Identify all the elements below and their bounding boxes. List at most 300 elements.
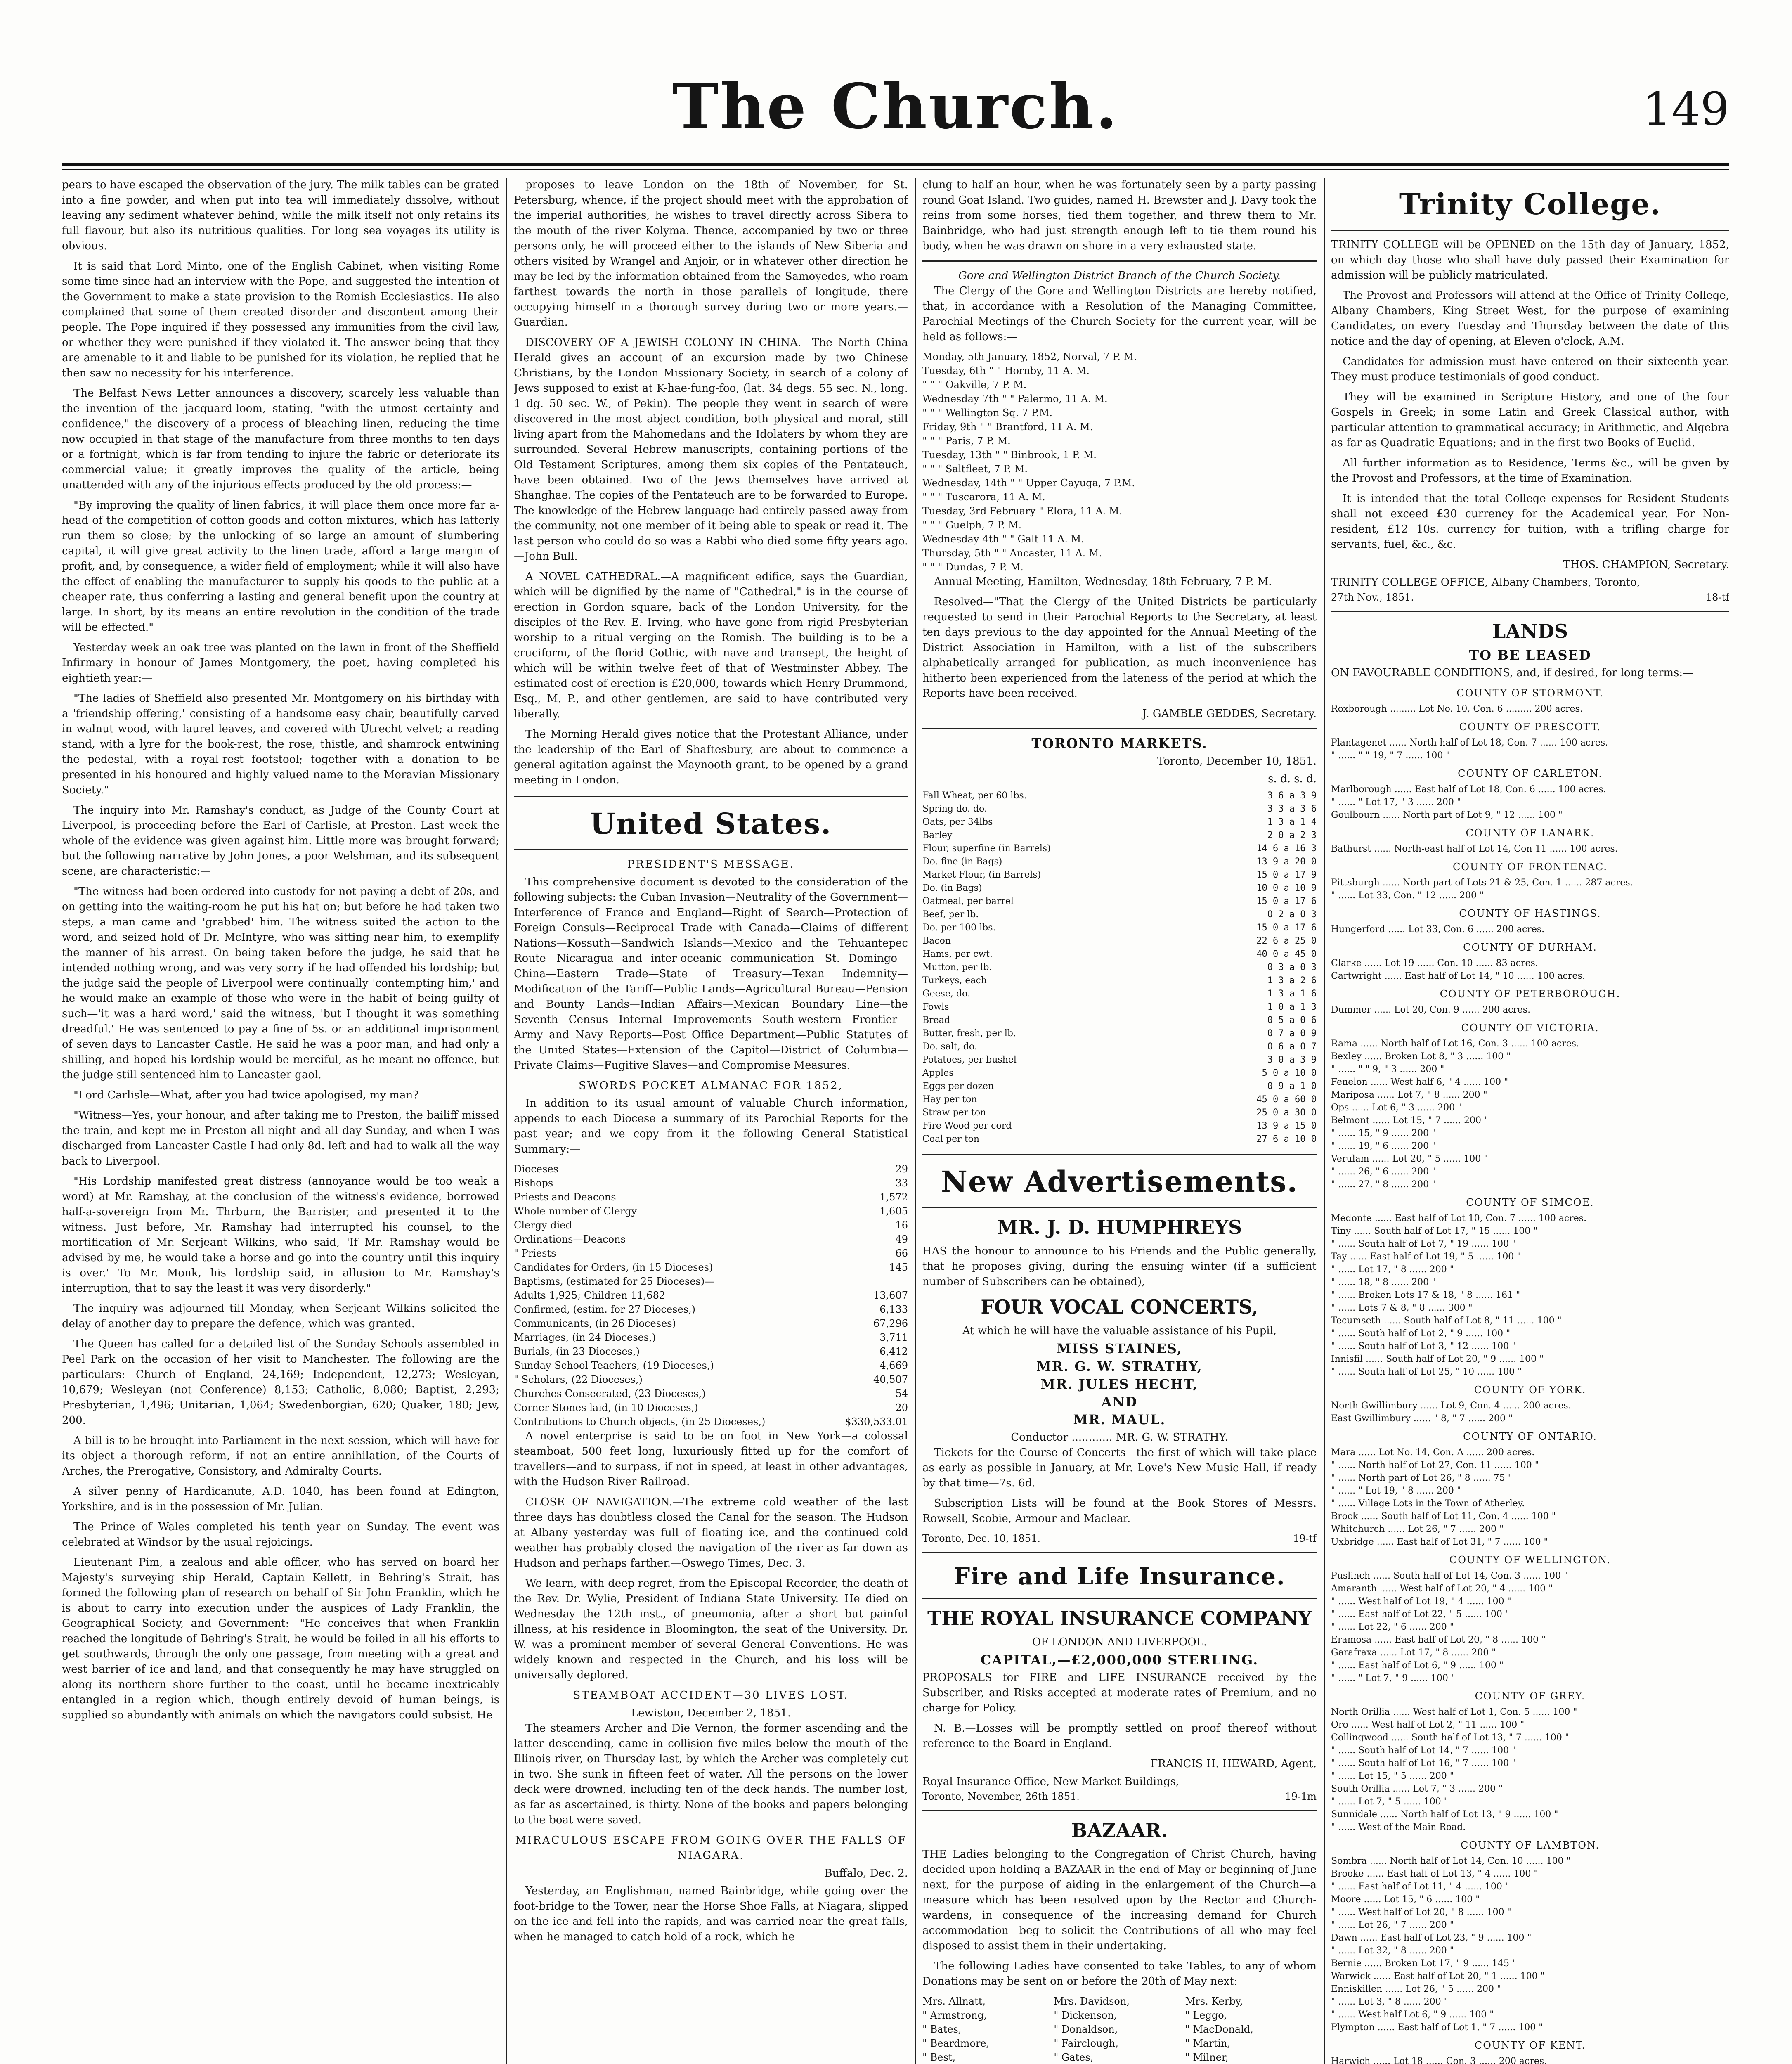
market-row xyxy=(922,1093,1317,1106)
lot-entry: " ...... " " 19, " 7 ...... 100 " xyxy=(1331,750,1450,761)
trinity-dateline xyxy=(1331,590,1729,604)
lady-name: " Donaldson, xyxy=(1054,2024,1118,2035)
article-paragraph: "The witness had been ordered into custody for not paying a debt of 20s, and on getting into the waiting-room he put his hat on; but before he had taken two steps, a man came and 'grabbed' him. The witness suited the action to the word, and seized hold of Dr. McIntyre, who was sitting near him, to exemplify the manner of his arrest. On being taken before the judge, he said that he intended nothing wrong, and was very sorry if he had offended his lordship; but the judge said the people of Liverpool were continually 'contempting him,' and he would make an example of those who were in the habit of being guilty of such—'it was a hard word,' said the witness, 'but I thought it was something dreadful.' He was sentenced to pay a fine of 5s. or an additional imprisonment of seven days to Lancaster Castle. He said he was a poor man, and had only a shilling, and hoped his lordship would be merciful, as he meant no offence, but the judge still sentenced him to Lancaster gaol. xyxy=(62,885,499,1081)
schedule-row: Tuesday, 13th " " Binbrook, 1 P. M. xyxy=(922,449,1097,461)
market-row xyxy=(922,1106,1317,1120)
lot-entry: " ...... South half of Lot 25, " 10 ...... 100 " xyxy=(1331,1367,1522,1377)
stat-label: Whole number of Clergy xyxy=(514,1205,637,1217)
concerts-code: 19-tf xyxy=(1293,1533,1317,1544)
stat-value: 1,572 xyxy=(879,1191,908,1203)
lot-entry: Goulbourn ...... North part of Lot 9, " 12 ...... 100 " xyxy=(1331,810,1563,820)
royal-insurance-agent: FRANCIS H. HEWARD, Agent. xyxy=(1150,1758,1317,1770)
stat-row xyxy=(514,1246,908,1260)
lot-entry: Hungerford ...... Lot 33, Con. 6 ...... 200 acres. xyxy=(1331,924,1545,935)
lot-entry: Oro ...... West half of Lot 2, " 11 ...... 100 " xyxy=(1331,1720,1525,1730)
market-row xyxy=(922,802,1317,816)
lot-entry: " ...... Lot 3, " 8 ...... 200 " xyxy=(1331,1997,1448,2007)
article-paragraph: The inquiry into Mr. Ramshay's conduct, as Judge of the County Court at Liverpool, is proceeding before the Earl of Carlisle, at Preston. Last week the whole of the evidence was given against him. Little more was brought forward; but the following narrative by John Jones, a poor Welshman, and its subsequent scene, are characteristic:— xyxy=(62,804,499,878)
market-item: Eggs per dozen xyxy=(922,1081,994,1091)
stat-value: 49 xyxy=(895,1233,908,1245)
concerts-date: Toronto, Dec. 10, 1851. xyxy=(922,1533,1040,1544)
market-row xyxy=(922,1133,1317,1146)
market-price: 0 7 a 0 9 xyxy=(1267,1028,1317,1039)
stat-label: Contributions to Church objects, (in 25 Dioceses,) xyxy=(514,1416,766,1427)
section-rule xyxy=(514,795,908,797)
market-item: Apples xyxy=(922,1068,954,1078)
lot-entry: " ...... " Lot 7, " 9 ...... 100 " xyxy=(1331,1673,1456,1683)
market-price: 0 2 a 0 3 xyxy=(1267,909,1317,920)
article-paragraph: The Queen has called for a detailed list of the Sunday Schools assembled in Peel Park on the occasion of her visit to Manchester. The following are the particulars:—Church of England, 24,169; Independent, 12,273; Wesleyan, 10,679; Wesleyan (not Conference) 8,153; Catholic, 8,080; Baptist, 2,293; Presbyterian, 1,496; Unitarian, 1,064; Swedenborgian, 620; Quaker, 180; Jew, 200. xyxy=(62,1338,499,1427)
county-heading: COUNTY OF ONTARIO. xyxy=(1463,1431,1597,1442)
article-paragraph: "His Lordship manifested great distress (annoyance would be too weak a word) at Mr. Ramshay, at the conclusion of the witness's evidence, borrowed half-a-sovereign from Mr. Thrburn, the Barrister, and presented it to the witness. Just before, Mr. Ramshay had interrupted his counsel, to the mortification of Mr. Serjeant Wilkins, who said, 'If Mr. Ramshay would be advised by me, he would take a horse and go into the country until this inquiry is over.' To Mr. Monk, his lordship said, in allusion to Mr. Ramshay's interruption, that to say the least it was very disorderly." xyxy=(62,1175,499,1295)
schedule-row: " " " Paris, 7 P. M. xyxy=(922,435,1011,447)
schedule-row: " " " Guelph, 7 P. M. xyxy=(922,519,1022,531)
market-row xyxy=(922,987,1317,1001)
column-2-articles xyxy=(514,178,908,788)
stat-row xyxy=(514,1330,908,1344)
humphreys-text: HAS the honour to announce to his Friends and the Public generally, that he proposes giving, during the ensuing winter (if a sufficient number of Subscribers can be obtained), xyxy=(922,1245,1317,1288)
section-rule xyxy=(922,1598,1317,1599)
market-item: Oatmeal, per barrel xyxy=(922,896,1014,907)
bazaar-text-2: The following Ladies have consented to take Tables, to any of whom Donations may be sent on or before the 20th of May next: xyxy=(922,1960,1317,1988)
stat-label: Baptisms, (estimated for 25 Dioceses)— xyxy=(514,1276,715,1287)
stat-value: 20 xyxy=(895,1402,908,1413)
lot-entry: " ...... Lot 17, " 8 ...... 200 " xyxy=(1331,1264,1454,1275)
market-row xyxy=(922,974,1317,987)
concerts-dateline xyxy=(922,1531,1317,1546)
stat-label: " Priests xyxy=(514,1247,556,1259)
meeting-schedule xyxy=(922,350,1317,574)
article-paragraph: DISCOVERY OF A JEWISH COLONY IN CHINA.—The North China Herald gives an account of an excursion made by two Chinese Christians, by the London Missionary Society, in search of a colony of Jews supposed to exist at K-hae-fung-foo, (lat. 34 degs. 55 sec. N., long. 1 dg. 50 sec. W., of Pekin). The people they went in search of were discovered in the most abject condition, both physical and moral, still living apart from the Mahomedans and the Idolaters by whom they are surrounded. Several Hebrew manuscripts, containing portions of the Old Testament Scriptures, among them six copies of the Pentateuch, have been obtained. Two of the Jews themselves have arrived at Shanghae. The copies of the Pentateuch are to be forwarded to Europe. The knowledge of the Hebrew language had entirely passed away from the community, not one member of it being able to speak or read it. The last person who could do so was a Rabbi who died some fifty years ago.—John Bull. xyxy=(514,336,908,563)
lot-entry: Pittsburgh ...... North part of Lots 21 & 25, Con. 1 ...... 287 acres. xyxy=(1331,878,1633,888)
lot-entry: " ...... South half of Lot 2, " 9 ...... 100 " xyxy=(1331,1328,1511,1339)
stat-row xyxy=(514,1176,908,1190)
lady-name: Mrs. Allnatt, xyxy=(922,1995,986,2007)
section-rule xyxy=(922,1153,1317,1155)
market-item: Hay per ton xyxy=(922,1094,977,1105)
schedule-row: " " " Oakville, 7 P. M. xyxy=(922,379,1027,391)
lady-name: Mrs. Kerby, xyxy=(1185,1995,1243,2007)
lady-name: " Gates, xyxy=(1054,2052,1094,2063)
lot-entry: Fenelon ...... West half 6, " 4 ...... 100 " xyxy=(1331,1077,1508,1087)
county-heading: COUNTY OF FRONTENAC. xyxy=(1452,861,1608,873)
stat-value: 3,711 xyxy=(879,1332,908,1343)
lot-entry: Clarke ...... Lot 19 ...... Con. 10 ...... 83 acres. xyxy=(1331,958,1538,968)
article-paragraph: The Belfast News Letter announces a discovery, scarcely less valuable than the invention of the jacquard-loom, stating, "with the utmost certainty and confidence," the discovery of a process of bleaching linen, reducing the time now occupied in that stage of the manufacture from three months to ten days or a fortnight, which is far from tending to injure the fabric or deteriorate its commercial value; it greatly improves the quality of the article, being unattended with any of the injurious effects produced by the old process:— xyxy=(62,387,499,491)
page-number: 149 xyxy=(1643,83,1729,135)
lot-entry: Plympton ...... East half of Lot 1, " 7 ...... 100 " xyxy=(1331,2022,1543,2033)
market-row xyxy=(922,1040,1317,1053)
market-price: 0 3 a 0 3 xyxy=(1267,962,1317,973)
lot-entry: North Orillia ...... West half of Lot 1, Con. 5 ...... 100 " xyxy=(1331,1707,1577,1717)
lands-text: ON FAVOURABLE CONDITIONS, and, if desired, for long terms:— xyxy=(1331,667,1694,679)
market-price: 40 0 a 45 0 xyxy=(1256,949,1317,959)
county-heading: COUNTY OF KENT. xyxy=(1474,2040,1586,2051)
lot-entry: Dummer ...... Lot 20, Con. 9 ...... 200 acres. xyxy=(1331,1005,1531,1015)
market-price: 3 0 a 3 9 xyxy=(1267,1055,1317,1065)
market-item: Flour, superfine (in Barrels) xyxy=(922,843,1051,854)
county-heading: COUNTY OF PRESCOTT. xyxy=(1459,721,1601,733)
market-price: 1 3 a 1 4 xyxy=(1267,817,1317,827)
market-row xyxy=(922,908,1317,921)
lot-entry: Collingwood ...... South half of Lot 13, " 7 ...... 100 " xyxy=(1331,1733,1569,1743)
column-3 xyxy=(922,178,1317,2064)
county-heading: COUNTY OF LANARK. xyxy=(1466,827,1595,839)
stat-label: Adults 1,925; Children 11,682 xyxy=(514,1290,666,1301)
article-paragraph: A novel enterprise is said to be on foot in New York—a colossal steamboat, 500 feet long, luxuriously fitted up for the comfort of travellers—and to surpass, if not in speed, at least in other advantages, with the Hudson River Railroad. xyxy=(514,1430,908,1488)
lot-entry: " ...... South half of Lot 14, " 7 ...... 100 " xyxy=(1331,1745,1516,1756)
market-price: 1 0 a 1 3 xyxy=(1267,1002,1317,1012)
article-paragraph: We learn, with deep regret, from the Episcopal Recorder, the death of the Rev. Dr. Wylie, President of Indiana State University. He died on Wednesday the 12th inst., of pneumonia, after a short but painful illness, at his residence in Bloomington, the seat of the University. Dr. W. was a prominent member of several General Conventions. He was widely known and respected in the Church, and his loss will be universally deplored. xyxy=(514,1577,908,1681)
performers-list xyxy=(922,1341,1317,1427)
market-item: Market Flour, (in Barrels) xyxy=(922,870,1041,880)
stat-row xyxy=(514,1316,908,1330)
schedule-row: Tuesday, 3rd February " Elora, 11 A. M. xyxy=(922,505,1123,517)
stat-value: 4,669 xyxy=(879,1360,908,1371)
trinity-signature: THOS. CHAMPION, Secretary. xyxy=(1563,559,1729,571)
stat-row xyxy=(514,1204,908,1218)
county-heading: COUNTY OF YORK. xyxy=(1474,1384,1586,1396)
article-paragraph: "By improving the quality of linen fabrics, it will place them once more far a-head of the competition of cotton goods and cotton mixtures, which has latterly run them so close; by the unlocking of so large an amount of slumbering capital, it will give great activity to the linen trade, afford a large margin of profit, and, by consequence, a wider field of employment; while it will also have the effect of enabling the manufacturer to supply his goods to the public at a cheaper rate, thus conferring a lasting and general benefit upon the country at large. In short, by its means an entire revolution in the condition of the trade will be effected." xyxy=(62,499,499,634)
county-heading: COUNTY OF VICTORIA. xyxy=(1461,1022,1599,1034)
market-item: Do. (in Bags) xyxy=(922,883,982,893)
market-item: Butter, fresh, per lb. xyxy=(922,1028,1016,1039)
county-heading: COUNTY OF GREY. xyxy=(1475,1690,1586,1702)
lot-entry: " ...... East half of Lot 11, " 4 ...... 100 " xyxy=(1331,1882,1510,1892)
lot-entry: " ...... Lot 32, " 8 ...... 200 " xyxy=(1331,1946,1454,1956)
schedule-row: Thursday, 5th " " Ancaster, 11 A. M. xyxy=(922,547,1102,559)
stat-row xyxy=(514,1218,908,1232)
ladies-row xyxy=(922,2008,1317,2022)
lot-entry: " ...... Lot 33, Con. " 12 ...... 200 " xyxy=(1331,890,1484,901)
ladies-row xyxy=(922,2050,1317,2064)
stat-label: Clergy died xyxy=(514,1219,572,1231)
market-price: 15 0 a 17 6 xyxy=(1256,923,1317,933)
article-paragraph: A silver penny of Hardicanute, A.D. 1040, has been found at Edington, Yorkshire, and is in the possession of Mr. Julian. xyxy=(62,1485,499,1513)
trinity-office: TRINITY COLLEGE OFFICE, Albany Chambers, Toronto, xyxy=(1331,576,1641,589)
masthead-rule xyxy=(62,163,1729,166)
stat-row xyxy=(514,1302,908,1316)
market-item: Fall Wheat, per 60 lbs. xyxy=(922,791,1027,801)
stat-row xyxy=(514,1162,908,1176)
section-rule xyxy=(1331,611,1729,612)
column-1 xyxy=(62,178,499,2064)
section-rule xyxy=(922,728,1317,729)
ladies-list xyxy=(922,1994,1317,2064)
market-item: Straw per ton xyxy=(922,1108,986,1118)
market-row xyxy=(922,842,1317,855)
performer-name: MR. G. W. STRATHY, xyxy=(1036,1359,1203,1374)
article-paragraph: The Prince of Wales completed his tenth year on Sunday. The event was celebrated at Windsor by the usual rejoicings. xyxy=(62,1521,499,1548)
lady-name: Mrs. Davidson, xyxy=(1054,1995,1130,2007)
market-price: 3 3 a 3 6 xyxy=(1267,804,1317,814)
lady-name: " Bates, xyxy=(922,2024,962,2035)
performer-name: MR. JULES HECHT, xyxy=(1040,1376,1199,1392)
trinity-code: 18-tf xyxy=(1705,592,1729,603)
lady-name: " Leggo, xyxy=(1185,2010,1227,2021)
lot-entry: " ...... Lot 15, " 5 ...... 200 " xyxy=(1331,1771,1454,1781)
lady-name: " Armstrong, xyxy=(922,2010,987,2021)
lot-entry: Whitchurch ...... Lot 26, " 7 ...... 200 " xyxy=(1331,1524,1504,1534)
royal-insurance-heading: THE ROYAL INSURANCE COMPANY xyxy=(927,1607,1312,1629)
lot-entry: Sunnidale ...... North half of Lot 13, " 9 ...... 100 " xyxy=(1331,1809,1558,1820)
ladies-row xyxy=(922,2036,1317,2050)
steamboat-heading: STEAMBOAT ACCIDENT—30 LIVES LOST. xyxy=(573,1689,849,1702)
market-item: Bread xyxy=(922,1015,950,1025)
county-heading: COUNTY OF LAMBTON. xyxy=(1461,1839,1600,1851)
schedule-row: Monday, 5th January, 1852, Norval, 7 P. M. xyxy=(922,351,1137,362)
market-price: 15 0 a 17 6 xyxy=(1256,896,1317,907)
lot-entry: Dawn ...... East half of Lot 23, " 9 ...... 100 " xyxy=(1331,1933,1532,1943)
market-row xyxy=(922,1014,1317,1027)
performer-name: MISS STAINES, xyxy=(1057,1341,1182,1356)
lot-entry: Uxbridge ...... East half of Lot 31, " 7 ...... 100 " xyxy=(1331,1537,1548,1547)
market-row xyxy=(922,895,1317,908)
stat-value: 67,296 xyxy=(873,1318,908,1329)
column-2 xyxy=(514,178,908,2064)
lot-entry: Enniskillen ...... Lot 26, " 5 ...... 200 " xyxy=(1331,1984,1501,1994)
lot-entry: Tecumseth ...... South half of Lot 8, " 11 ...... 100 " xyxy=(1331,1316,1562,1326)
market-row xyxy=(922,1067,1317,1080)
lands-listing xyxy=(1331,686,1729,2064)
lot-entry: " ...... " " 9, " 3 ...... 200 " xyxy=(1331,1064,1444,1075)
article-paragraph: It is said that Lord Minto, one of the English Cabinet, when visiting Rome some time since had an interview with the Pope, and suggested the intention of the Government to make a state provision to the Romish Ecclesiastics. He also complained that some of them created disorder and discontent among their people. The Pope inquired if they possessed any immunities from the civil law, or whether they were punished if they violated it. The answer being that they are amenable to it and liable to be punished for its violation, he replied that he then saw no necessity for his interference. xyxy=(62,260,499,379)
lot-entry: " ...... Lot 26, " 7 ...... 200 " xyxy=(1331,1920,1454,1930)
resolution-text: Resolved—"That the Clergy of the United Districts be particularly requested to send in their Parochial Reports to the Secretary, at least ten days previous to the day appointed for the Annual Meeting of the District Association in Hamilton, with a list of the subscribers alphabetically arranged for publication, as much inconvenience has hitherto been experienced from the lateness of the period at which the Reports have been received. xyxy=(922,596,1317,700)
stat-value: 29 xyxy=(895,1163,908,1175)
schedule-row: " " " Tuscarora, 11 A. M. xyxy=(922,491,1045,503)
lot-entry: Warwick ...... East half of Lot 20, " 1 ...... 100 " xyxy=(1331,1971,1545,1981)
lot-entry: Roxborough ......... Lot No. 10, Con. 6 ......... 200 acres. xyxy=(1331,704,1583,714)
lot-entry: " ...... East half of Lot 6, " 9 ...... 100 " xyxy=(1331,1660,1504,1671)
market-row xyxy=(922,1001,1317,1014)
royal-insurance-text: PROPOSALS for FIRE and LIFE INSURANCE received by the Subscriber, and Risks accepted at moderate rates of Premium, and no charge for Policy. xyxy=(922,1671,1317,1714)
column-4 xyxy=(1331,178,1729,2064)
county-heading: COUNTY OF STORMONT. xyxy=(1456,687,1604,699)
stat-label: Ordinations—Deacons xyxy=(514,1233,626,1245)
stat-value: 54 xyxy=(895,1388,908,1399)
market-price: 0 9 a 1 0 xyxy=(1267,1081,1317,1091)
lady-name: " MacDonald, xyxy=(1185,2024,1253,2035)
secretary-signature: J. GAMBLE GEDDES, Secretary. xyxy=(1142,708,1317,720)
market-item: Oats, per 34lbs xyxy=(922,817,993,827)
stat-value: 16 xyxy=(895,1219,908,1231)
stat-label: Corner Stones laid, (in 10 Dioceses,) xyxy=(514,1402,698,1413)
lands-heading: LANDS xyxy=(1492,620,1568,642)
concert-tickets: Tickets for the Course of Concerts—the first of which will take place as early as possible in January, at Mr. Love's New Music Hall, if ready by that time—7s. 6d. xyxy=(922,1446,1317,1489)
lot-entry: Verulam ...... Lot 20, " 5 ...... 100 " xyxy=(1331,1154,1488,1164)
schedule-row: Tuesday, 6th " " Hornby, 11 A. M. xyxy=(922,365,1090,376)
fire-life-heading: Fire and Life Insurance. xyxy=(953,1563,1286,1590)
royal-insurance-date: Toronto, November, 26th 1851. xyxy=(922,1791,1080,1802)
market-item: Spring do. do. xyxy=(922,804,987,814)
royal-insurance-code: 19-1m xyxy=(1285,1791,1317,1802)
markets-heading: TORONTO MARKETS. xyxy=(1031,736,1208,751)
stat-label: Marriages, (in 24 Dioceses,) xyxy=(514,1332,656,1343)
lot-entry: Tiny ...... South half of Lot 17, " 15 ...... 100 " xyxy=(1331,1226,1538,1236)
lot-entry: Rama ...... North half of Lot 16, Con. 3 ...... 100 acres. xyxy=(1331,1039,1579,1049)
new-advertisements-heading: New Advertisements. xyxy=(941,1165,1298,1199)
lot-entry: " ...... South half of Lot 16, " 7 ...... 100 " xyxy=(1331,1758,1516,1768)
lot-entry: Mariposa ...... Lot 7, " 8 ...... 200 " xyxy=(1331,1090,1487,1100)
market-item: Do. per 100 lbs. xyxy=(922,923,996,933)
market-item: Fire Wood per cord xyxy=(922,1121,1012,1131)
article-paragraph: CLOSE OF NAVIGATION.—The extreme cold weather of the last three days has doubtless closed the Canal for the season. The Hudson at Albany yesterday was full of floating ice, and the continued cold weather has probably closed the navigation of the river as far down as Hudson and perhaps farther.—Oswego Times, Dec. 3. xyxy=(514,1496,908,1569)
schedule-row: " " " Saltfleet, 7 P. M. xyxy=(922,463,1028,475)
lot-entry: " ...... North half of Lot 27, Con. 11 ...... 100 " xyxy=(1331,1460,1539,1470)
market-item: Beef, per lb. xyxy=(922,909,979,920)
market-row xyxy=(922,1053,1317,1067)
stat-value: 1,605 xyxy=(879,1205,908,1217)
stat-value: 6,133 xyxy=(879,1304,908,1315)
lot-entry: " ...... West half of Lot 19, " 4 ...... 100 " xyxy=(1331,1596,1511,1607)
royal-insurance-sub: OF LONDON AND LIVERPOOL. xyxy=(1032,1636,1207,1648)
stat-row xyxy=(514,1359,908,1373)
lady-name: " Dickenson, xyxy=(1054,2010,1117,2021)
trinity-date: 27th Nov., 1851. xyxy=(1331,592,1414,603)
market-row xyxy=(922,882,1317,895)
lot-entry: Amaranth ...... West half of Lot 20, " 4 ...... 100 " xyxy=(1331,1584,1553,1594)
lot-entry: Plantagenet ...... North half of Lot 18, Con. 7 ...... 100 acres. xyxy=(1331,738,1608,748)
statistical-summary xyxy=(514,1162,908,1429)
stat-value: 6,412 xyxy=(879,1346,908,1357)
section-rule xyxy=(922,260,1317,262)
lady-name: " Best, xyxy=(922,2052,956,2063)
bazaar-heading: BAZAAR. xyxy=(1071,1819,1168,1842)
market-item: Geese, do. xyxy=(922,989,970,999)
lot-entry: Belmont ...... Lot 15, " 7 ...... 200 " xyxy=(1331,1115,1489,1126)
stat-row xyxy=(514,1344,908,1359)
lot-entry: Brooke ...... East half of Lot 13, " 4 ...... 100 " xyxy=(1331,1869,1538,1879)
article-paragraph: A bill is to be brought into Parliament in the next session, which will have for its object a thorough reform, if not an entire annihilation, of the Courts of Arches, the Prerogative, Consistory, and Admiralty Courts. xyxy=(62,1434,499,1477)
stat-label: " Scholars, (22 Dioceses,) xyxy=(514,1374,643,1385)
market-row xyxy=(922,1027,1317,1040)
lot-entry: " ...... South half of Lot 3, " 12 ...... 100 " xyxy=(1331,1341,1516,1352)
lot-entry: " ...... " Lot 17, " 3 ...... 200 " xyxy=(1331,797,1461,807)
column-2-news xyxy=(514,1429,908,1683)
lot-entry: Ops ...... Lot 6, " 3 ...... 200 " xyxy=(1331,1103,1462,1113)
niagara-heading: MIRACULOUS ESCAPE FROM GOING OVER THE FALLS OF NIAGARA. xyxy=(515,1834,907,1862)
market-price: 1 3 a 2 6 xyxy=(1267,975,1317,986)
article-paragraph: "The ladies of Sheffield also presented Mr. Montgomery on his birthday with a 'friendship offering,' consisting of a handsome easy chair, beautifully carved in walnut wood, with laurel leaves, and covered with Utrecht velvet; a reading stand, with a lyre for the book-rest, the rose, thistle, and shamrock entwining the pedestal, with a royal-rest footstool; together with a donation to be presented in his honoured and highly valued name to the Moravian Missionary Society." xyxy=(62,692,499,796)
church-society-text: The Clergy of the Gore and Wellington Districts are hereby notified, that, in accordance with a Resolution of the Managing Committee, Parochial Meetings of the Church Society for the current year, will be held as follows:— xyxy=(922,285,1317,343)
royal-insurance-office: Royal Insurance Office, New Market Buildings, xyxy=(922,1775,1180,1788)
stat-label: Dioceses xyxy=(514,1163,558,1175)
lot-entry: " ...... Lot 22, " 6 ...... 200 " xyxy=(1331,1622,1454,1632)
lot-entry: Bernie ...... Broken Lot 17, " 9 ...... 145 " xyxy=(1331,1958,1517,1969)
lady-name: " Milner, xyxy=(1185,2052,1229,2063)
trinity-college-details xyxy=(1331,288,1729,552)
stat-row xyxy=(514,1190,908,1204)
ladies-row xyxy=(922,1994,1317,2008)
annual-meeting: Annual Meeting, Hamilton, Wednesday, 18th February, 7 P. M. xyxy=(934,575,1272,588)
stat-value: 66 xyxy=(895,1247,908,1259)
article-paragraph: "Witness—Yes, your honour, and after taking me to Preston, the bailiff missed the train, and kept me in Preston all night and all day Sunday, and when I was discharged from Lancaster Castle I had only 8d. left and had to walk all the way back to Liverpool. xyxy=(62,1109,499,1167)
stat-value: 33 xyxy=(895,1177,908,1189)
market-price: 15 0 a 17 9 xyxy=(1256,870,1317,880)
market-price: 22 6 a 25 0 xyxy=(1256,936,1317,946)
section-rule xyxy=(514,849,908,850)
stat-row xyxy=(514,1415,908,1429)
schedule-row: Wednesday, 14th " " Upper Cayuga, 7 P.M. xyxy=(922,477,1135,489)
bazaar-text: THE Ladies belonging to the Congregation of Christ Church, having decided upon holding a BAZAAR in the end of May or beginning of June next, for the purpose of aiding in the enlargement of the Church—a measure which has been resolved upon by the Rector and Church-wardens, in consequence of the increasing demand for Church accommodation—beg to solicit the Contributions of all who may feel disposed to assist them in their undertaking. xyxy=(922,1848,1317,1952)
presidents-message-text: This comprehensive document is devoted to the consideration of the following subjects: the Cuban Invasion—Neutrality of the Government—Interference of France and England—Right of Search—Protection of Foreign Consuls—Reciprocal Trade with Canada—Claims of different Nations—Kossuth—Sandwich Islands—Mexico and the Tehuantepec Route—Nicaragua and inter-oceanic communication—St. Domingo—China—Eastern Trade—State of Treasury—Texan Indemnity—Modification of the Tariff—Public Lands—Agricultural Bureau—Pension and Bounty Lands—Indian Affairs—Mexican Boundary Line—the Seventh Census—Internal Improvements—South-western Frontier—Army and Navy Reports—Post Office Department—Public Statutes of the United States—Extension of the Capitol—District of Columbia—Private Claims—Fugitive Slaves—and Compromise Measures. xyxy=(514,876,908,1072)
market-row xyxy=(922,961,1317,974)
market-price: 10 0 a 10 9 xyxy=(1256,883,1317,893)
stat-label: Candidates for Orders, (in 15 Dioceses) xyxy=(514,1262,713,1273)
market-item: Coal per ton xyxy=(922,1134,980,1144)
performer-name: MR. MAUL. xyxy=(1073,1412,1166,1427)
lot-entry: South Orillia ...... Lot 7, " 3 ...... 200 " xyxy=(1331,1784,1503,1794)
market-row xyxy=(922,1120,1317,1133)
stat-label: Priests and Deacons xyxy=(514,1191,616,1203)
stat-label: Sunday School Teachers, (19 Dioceses,) xyxy=(514,1360,714,1371)
trinity-paragraph: Candidates for admission must have entered on their sixteenth year. They must produce testimonials of good conduct. xyxy=(1331,355,1729,383)
lot-entry: East Gwillimbury ...... " 8, " 7 ...... 200 " xyxy=(1331,1413,1513,1424)
trinity-paragraph: They will be examined in Scripture History, and one of the four Gospels in Greek; in some Latin and Greek Classical author, with particular attention to grammatical accuracy; in Arithmetic, and Algebra as far as Quadratic Equations; and in the first two Books of Euclid. xyxy=(1331,391,1729,449)
county-heading: COUNTY OF HASTINGS. xyxy=(1459,908,1601,919)
lot-entry: Mara ...... Lot No. 14, Con. A ...... 200 acres. xyxy=(1331,1447,1535,1458)
lot-entry: Medonte ...... East half of Lot 10, Con. 7 ...... 100 acres. xyxy=(1331,1213,1587,1224)
subscription-lists: Subscription Lists will be found at the Book Stores of Messrs. Rowsell, Scobie, Armour and Maclear. xyxy=(922,1497,1317,1525)
schedule-row: " " " Dundas, 7 P. M. xyxy=(922,561,1024,573)
county-heading: COUNTY OF PETERBOROUGH. xyxy=(1440,988,1621,1000)
united-states-heading: United States. xyxy=(590,807,832,841)
stat-label: Communicants, (in 26 Dioceses) xyxy=(514,1318,676,1329)
trinity-college-text: TRINITY COLLEGE will be OPENED on the 15th day of January, 1852, on which day those who shall have duly passed their Examination for admission will be publicly matriculated. xyxy=(1331,239,1729,282)
article-paragraph: The inquiry was adjourned till Monday, when Serjeant Wilkins solicited the delay of another day to prepare the defence, which was granted. xyxy=(62,1302,499,1330)
article-paragraph: The Morning Herald gives notice that the Protestant Alliance, under the leadership of the Earl of Shaftesbury, are about to commence a general agitation against the Maynooth grant, to be opened by a grand meeting in London. xyxy=(514,728,908,786)
market-item: Bacon xyxy=(922,936,951,946)
county-heading: COUNTY OF SIMCOE. xyxy=(1466,1197,1594,1208)
trinity-paragraph: The Provost and Professors will attend at the Office of Trinity College, Albany Chambers, King Street West, for the purpose of examining Candidates, on every Tuesday and Thursday between the date of this notice and the day of opening, at Eleven o'clock, A.M. xyxy=(1331,289,1729,348)
market-price: 45 0 a 60 0 xyxy=(1256,1094,1317,1105)
concerts-assist: At which he will have the valuable assistance of his Pupil, xyxy=(962,1325,1277,1337)
market-price: 14 6 a 16 3 xyxy=(1256,843,1317,854)
column-rule xyxy=(915,178,916,2064)
conductor: Conductor ............ MR. G. W. STRATHY. xyxy=(1011,1431,1228,1444)
stat-row xyxy=(514,1274,908,1288)
lands-subheading: TO BE LEASED xyxy=(1469,647,1591,663)
market-row xyxy=(922,935,1317,948)
stat-row xyxy=(514,1260,908,1274)
county-heading: COUNTY OF WELLINGTON. xyxy=(1449,1554,1611,1566)
lot-entry: " ...... East half of Lot 22, " 5 ...... 100 " xyxy=(1331,1609,1510,1619)
market-price: 2 0 a 2 3 xyxy=(1267,830,1317,840)
section-rule xyxy=(1331,230,1729,231)
stat-label: Confirmed, (estim. for 27 Dioceses,) xyxy=(514,1304,695,1315)
niagara-dateline: Buffalo, Dec. 2. xyxy=(824,1867,908,1879)
lot-entry: " ...... 19, " 6 ...... 200 " xyxy=(1331,1141,1436,1151)
market-row xyxy=(922,829,1317,842)
lot-entry: Bathurst ...... North-east half of Lot 14, Con 11 ...... 100 acres. xyxy=(1331,844,1618,854)
lot-entry: Eramosa ...... East half of Lot 20, " 8 ...... 100 " xyxy=(1331,1635,1546,1645)
market-row xyxy=(922,869,1317,882)
lot-entry: Bexley ...... Broken Lot 8, " 3 ...... 100 " xyxy=(1331,1051,1511,1062)
stat-label: Burials, (in 23 Dioceses,) xyxy=(514,1346,640,1357)
masthead-rule-thin xyxy=(62,169,1729,170)
section-rule xyxy=(922,1207,1317,1208)
humphreys-heading: MR. J. D. HUMPHREYS xyxy=(997,1216,1242,1238)
lady-name: " Martin, xyxy=(1185,2038,1231,2049)
market-row xyxy=(922,921,1317,935)
lot-entry: Garafraxa ...... Lot 17, " 8 ...... 200 " xyxy=(1331,1647,1496,1658)
lot-entry: Brock ...... South half of Lot 11, Con. 4 ...... 100 " xyxy=(1331,1511,1556,1522)
lot-entry: " ...... Village Lots in the Town of Atherley. xyxy=(1331,1498,1525,1509)
masthead-title: The Church. xyxy=(672,70,1119,143)
markets-date: Toronto, December 10, 1851. xyxy=(1157,755,1317,767)
stat-value: 40,507 xyxy=(873,1374,908,1385)
